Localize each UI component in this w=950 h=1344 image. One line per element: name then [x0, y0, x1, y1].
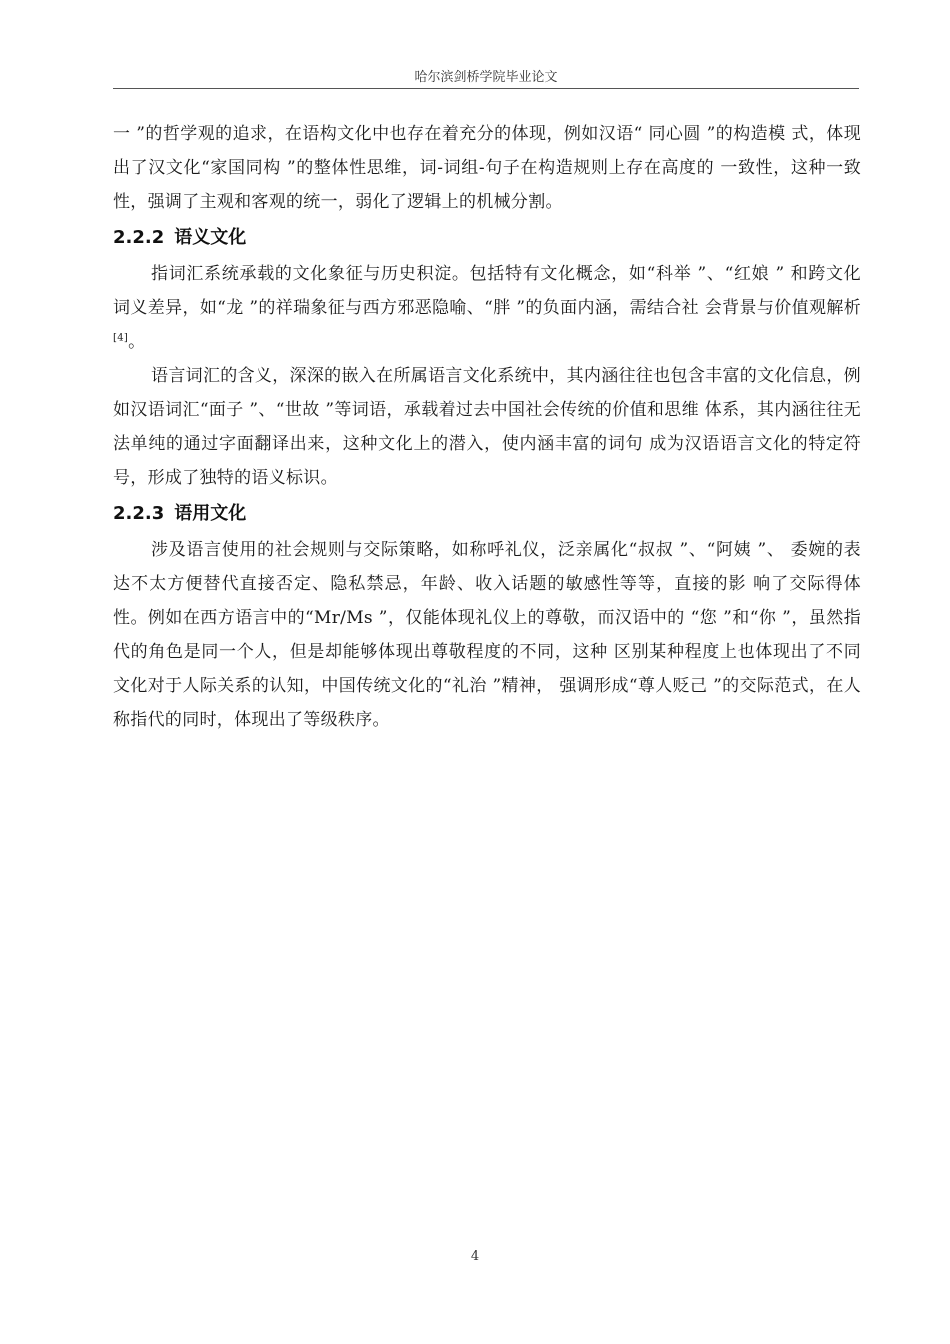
paragraph-end: 。: [128, 332, 146, 352]
section-number: 2.2.2: [113, 227, 165, 248]
paragraph-intro: 一 ”的哲学观的追求，在语构文化中也存在着充分的体现，例如汉语“ 同心圆 ”的构造模 式，体现出了汉文化“家国同构 ”的整体性思维，词-词组-句子在构造规则上存在高度的 一致性，这种一致性，强调了主观和客观的统一，弱化了逻辑上的机械分割。: [113, 124, 861, 212]
section-title: 语义文化: [174, 227, 247, 248]
page-number: 4: [470, 1249, 480, 1264]
paragraph-text: 指词汇系统承载的文化象征与历史积淀。包括特有文化概念，如“科举 ”、“红娘 ” 和跨文化词义差异，如“龙 ”的祥瑞象征与西方邪恶隐喻、“胖 ”的负面内涵，需结合社 会背景与价值观解析: [113, 264, 861, 318]
section-heading-semantic: [113, 219, 861, 257]
section-number: 2.2.3: [113, 503, 165, 524]
citation-marker: [4]: [113, 332, 129, 344]
page-body: [113, 117, 861, 737]
header-divider: [113, 88, 859, 89]
paragraph-semantic-1: [113, 257, 861, 359]
paragraph-pragmatic: 涉及语言使用的社会规则与交际策略，如称呼礼仪，泛亲属化“叔叔 ”、“阿姨 ”、 委婉的表达不太方便替代直接否定、隐私禁忌，年龄、收入话题的敏感性等等，直接的影 响了交际得体性。例如在西方语言中的“Mr/Ms ”，仅能体现礼仪上的尊敬，而汉语中的 “您 ”和“你 ”，虽然指代的角色是同一个人，但是却能够体现出尊敬程度的不同，这种 区别某种程度上也体现出了不同文化对于人际关系的认知，中国传统文化的“礼治 ”精神， 强调形成“尊人贬己 ”的交际范式，在人称指代的同时，体现出了等级秩序。: [113, 540, 861, 730]
section-title: 语用文化: [174, 503, 247, 524]
page-header: 哈尔滨剑桥学院毕业论文: [414, 70, 558, 85]
paragraph-semantic-2: 语言词汇的含义，深深的嵌入在所属语言文化系统中，其内涵往往也包含丰富的文化信息，例如汉语词汇“面子 ”、“世故 ”等词语，承载着过去中国社会传统的价值和思维 体系，其内涵往往无法单纯的通过字面翻译出来，这种文化上的潜入，使内涵丰富的词句 成为汉语语言文化的特定符号，形成了独特的语义标识。: [113, 366, 861, 488]
section-heading-pragmatic: [113, 495, 861, 533]
